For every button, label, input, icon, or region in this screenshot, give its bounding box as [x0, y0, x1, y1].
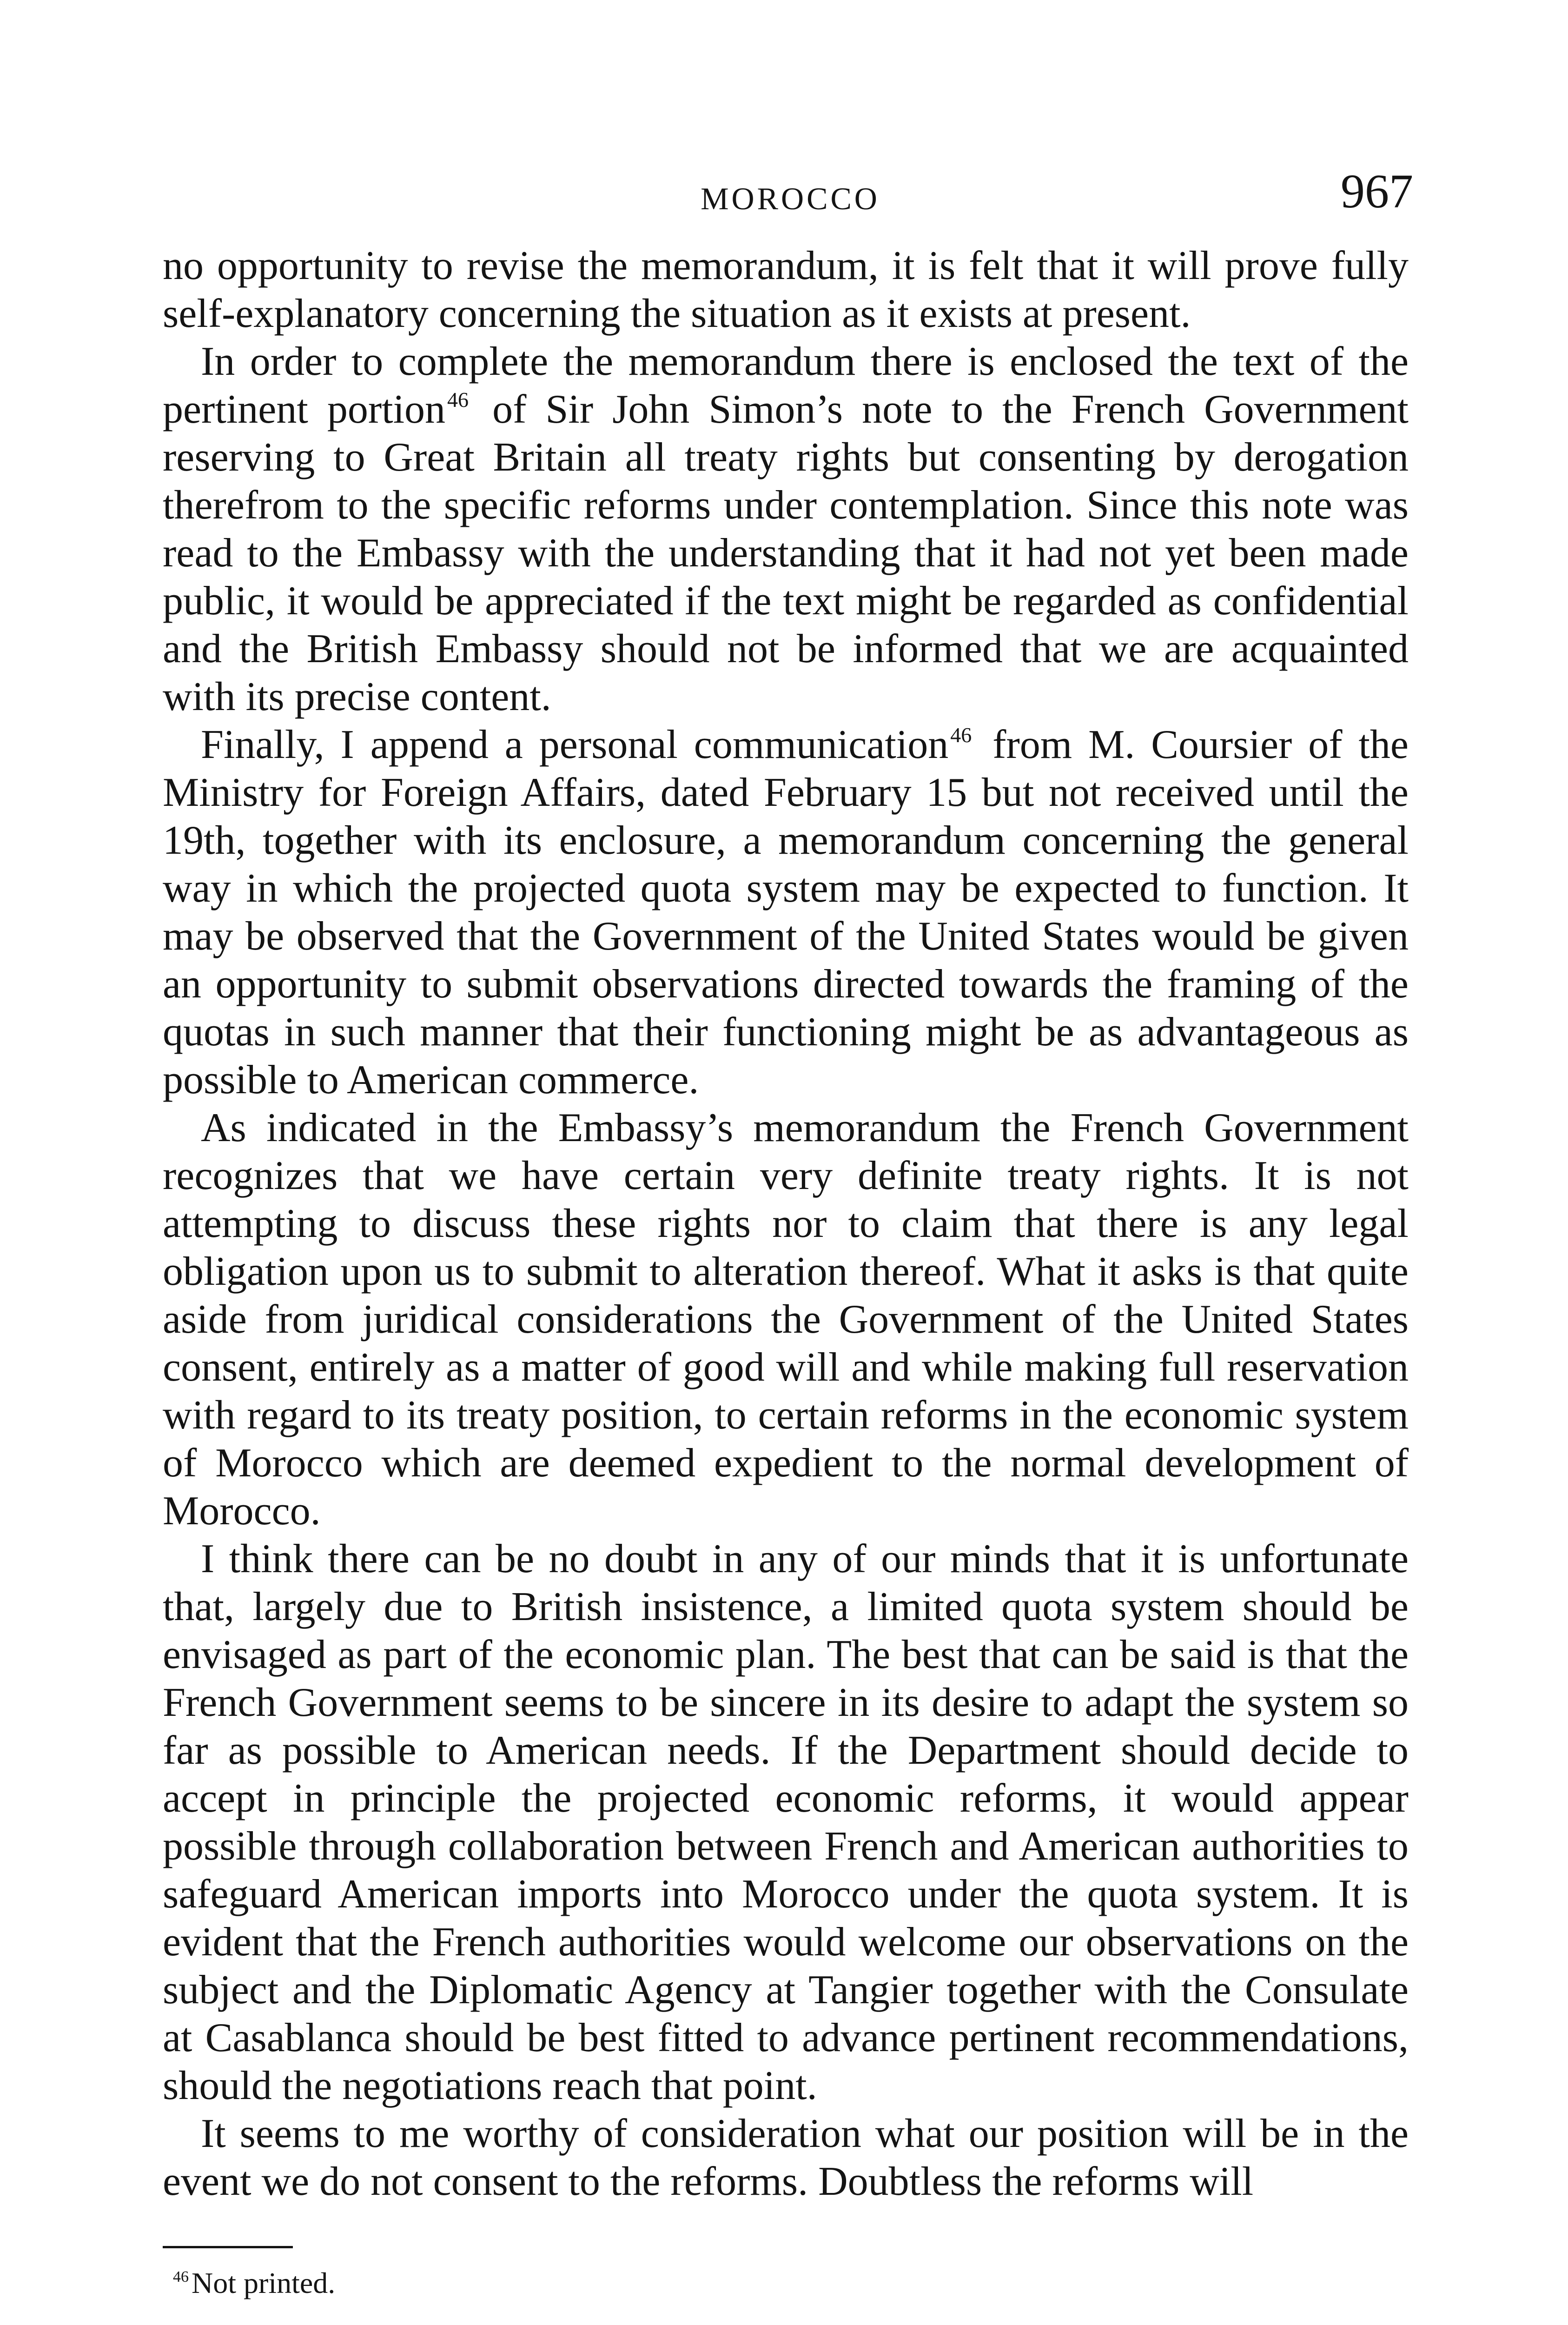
footnote-text: Not printed. — [192, 2266, 336, 2299]
paragraph-3-text-a: Finally, I append a personal communication — [201, 722, 949, 767]
paragraph-1-text: no opportunity to revise the memorandum, it is felt that it will prove fully self-explanatory concerning the situation as it exists at present. — [163, 243, 1409, 336]
running-title: MOROCCO — [701, 181, 880, 216]
paragraph-3-text-b: from M. Coursier of the Ministry for Foreign Affairs, dated February 15 but not received until the 19th, together with its enclosure, a memorandum concerning the general way in which the projected quota system may be expected to function. It may be observed that the Government of the United States would be given an opportunity to submit observations directed towards the framing of the quotas in such manner that their functioning might be as advantageous as possible to American commerce. — [163, 722, 1409, 1103]
paragraph-6-text: It seems to me worthy of consideration what our position will be in the event we do not consent to the reforms. Doubtless the reforms will — [163, 2111, 1409, 2204]
footnote-reference: 46 — [447, 388, 469, 412]
paragraph-5-text: I think there can be no doubt in any of our minds that it is unfortunate that, largely due to British insistence, a limited quota system should be envisaged as part of the economic plan. The best that can be said is that the French Government seems to be sincere in its desire to adapt the system so far as possible to American needs. If the Department should decide to accept in principle the projected economic reforms, it would appear possible through collaboration between French and American authorities to safeguard American imports into Morocco under the quota system. It is evident that the French authorities would welcome our observations on the subject and the Diplomatic Agency at Tangier together with the Consulate at Casablanca should be best fitted to advance pertinent recommendations, should the negotiations reach that point. — [163, 1536, 1409, 2108]
footnote-reference: 46 — [950, 723, 972, 747]
paragraph-6 — [163, 2110, 1409, 2205]
paragraph-3 — [163, 721, 1409, 1104]
running-head — [167, 167, 1413, 223]
paragraph-4-text: As indicated in the Embassy’s memorandum the French Government recognizes that we have certain very definite treaty rights. It is not attempting to discuss these rights nor to claim that there is any legal obligation upon us to submit to alteration thereof. What it asks is that quite aside from juridical considerations the Government of the United States consent, entirely as a matter of good will and while making full reservation with regard to its treaty position, to certain reforms in the economic system of Morocco which are deemed expedient to the normal development of Morocco. — [163, 1105, 1409, 1534]
footnote-marker: 46 — [173, 2268, 189, 2285]
page-number: 967 — [1341, 165, 1413, 218]
footnote — [173, 2265, 335, 2301]
paragraph-4 — [163, 1104, 1409, 1535]
paragraph-1 — [163, 242, 1409, 338]
paragraph-2 — [163, 338, 1409, 721]
body-text — [163, 242, 1409, 2205]
paragraph-2-text-a: In order to complete the memorandum there is enclosed the text of the pertinent portion — [163, 339, 1409, 432]
paragraph-2-text-b: of Sir John Simon’s note to the French Government reserving to Great Britain all treaty rights but consenting by derogation therefrom to the specific reforms under contemplation. Since this note was read to the Embassy with the understanding that it had not yet been made public, it would be appreciated if the text might be regarded as confidential and the British Embassy should not be informed that we are acquainted with its precise content. — [163, 387, 1409, 719]
paragraph-5 — [163, 1535, 1409, 2110]
footnote-divider — [163, 2246, 293, 2248]
